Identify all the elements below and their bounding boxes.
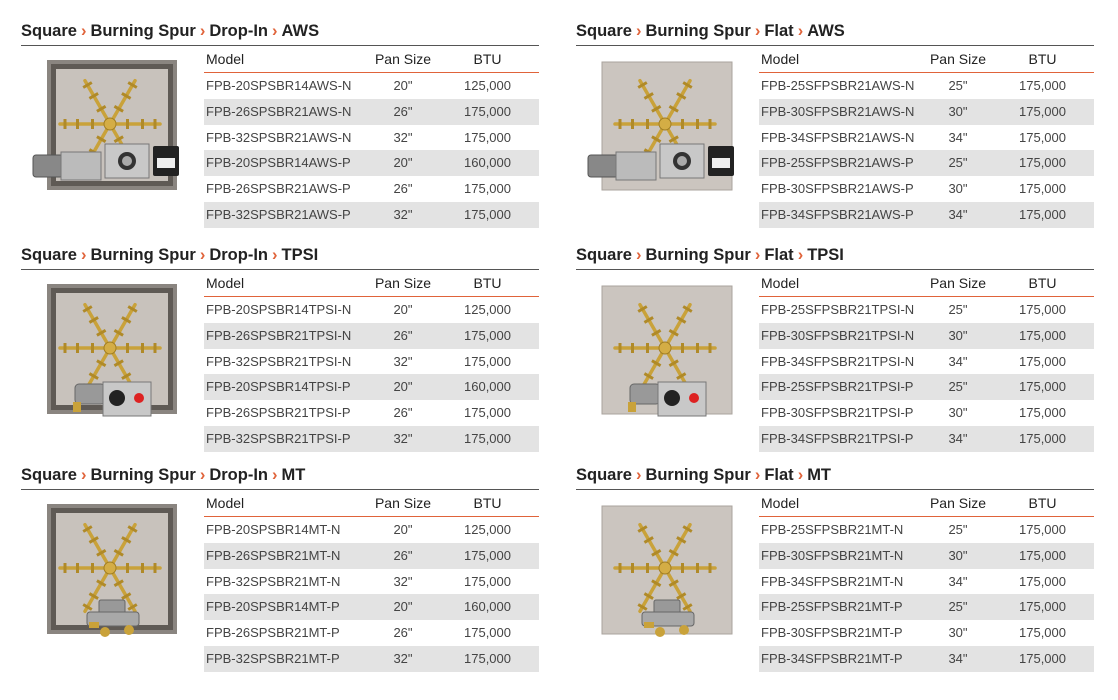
section-title: Square › Burning Spur › Flat › AWS (576, 22, 845, 40)
pan-size-cell: 32" (393, 430, 413, 446)
header-pan-size: Pan Size (374, 51, 432, 67)
table-row (759, 543, 1094, 569)
model-cell: FPB-34SFPSBR21MT-N (761, 573, 904, 589)
model-cell: FPB-34SFPSBR21AWS-N (761, 129, 915, 145)
table-row (759, 150, 1094, 176)
table-header (759, 490, 1094, 517)
model-cell: FPB-32SPSBR21MT-P (206, 650, 340, 666)
btu-cell: 175,000 (1019, 522, 1066, 537)
btu-cell: 160,000 (464, 599, 511, 615)
btu-cell: 160,000 (464, 155, 511, 171)
btu-cell: 175,000 (464, 129, 511, 145)
model-cell: FPB-32SPSBR21AWS-P (206, 206, 351, 222)
header-btu: BTU (1028, 495, 1057, 511)
table-row (204, 73, 539, 99)
model-cell: FPB-32SPSBR21MT-N (206, 573, 341, 589)
model-cell: FPB-25SFPSBR21AWS-N (761, 78, 915, 93)
btu-cell: 175,000 (1019, 430, 1066, 446)
pan-size-cell: 30" (948, 103, 968, 119)
header-model: Model (761, 51, 800, 67)
table-row (759, 374, 1094, 400)
model-cell: FPB-26SPSBR21MT-P (206, 625, 340, 641)
pan-size-cell: 34" (948, 129, 968, 145)
table-row (759, 646, 1094, 672)
section-flat-tpsi (576, 238, 1094, 448)
table-row (759, 202, 1094, 228)
table-row (759, 517, 1094, 543)
btu-cell: 175,000 (464, 430, 511, 446)
table-row (204, 400, 539, 426)
model-cell: FPB-25SFPSBR21MT-N (761, 522, 904, 537)
header-pan-size: Pan Size (929, 51, 987, 67)
spec-table (204, 46, 539, 228)
btu-cell: 175,000 (464, 625, 511, 641)
btu-cell: 175,000 (1019, 405, 1066, 421)
btu-cell: 175,000 (464, 103, 511, 119)
btu-cell: 175,000 (1019, 78, 1066, 93)
table-row (204, 517, 539, 543)
table-row (759, 176, 1094, 202)
table-row (759, 400, 1094, 426)
btu-cell: 175,000 (1019, 129, 1066, 145)
header-btu: BTU (473, 51, 502, 67)
pan-size-cell: 34" (948, 206, 968, 222)
table-row (759, 99, 1094, 125)
model-cell: FPB-26SPSBR21TPSI-P (206, 405, 351, 421)
header-pan-size: Pan Size (929, 495, 987, 511)
btu-cell: 175,000 (464, 353, 511, 369)
header-btu: BTU (1028, 51, 1057, 67)
pan-size-cell: 26" (393, 327, 413, 343)
btu-cell: 175,000 (1019, 573, 1066, 589)
btu-cell: 175,000 (1019, 547, 1066, 563)
burner-kit-mt-flat-icon (602, 504, 732, 636)
section-title: Square › Burning Spur › Flat › MT (576, 466, 832, 484)
header-btu: BTU (1028, 275, 1057, 291)
section-flat-aws (576, 14, 1094, 224)
table-row (759, 125, 1094, 151)
section-flat-mt (576, 458, 1094, 668)
header-model: Model (206, 495, 245, 511)
pan-size-cell: 25" (948, 302, 968, 317)
spec-table (204, 490, 539, 672)
model-cell: FPB-30SFPSBR21AWS-N (761, 103, 915, 119)
pan-size-cell: 25" (948, 379, 968, 395)
model-cell: FPB-32SPSBR21TPSI-P (206, 430, 351, 446)
btu-cell: 160,000 (464, 379, 511, 395)
model-cell: FPB-34SFPSBR21AWS-P (761, 206, 914, 222)
table-row (204, 125, 539, 151)
table-row (204, 543, 539, 569)
pan-size-cell: 20" (393, 302, 413, 317)
btu-cell: 175,000 (1019, 302, 1066, 317)
burner-kit-mt-dropin-icon (47, 504, 177, 636)
spec-table (204, 270, 539, 452)
model-cell: FPB-32SPSBR21AWS-N (206, 129, 352, 145)
table-header (759, 46, 1094, 73)
pan-size-cell: 26" (393, 181, 413, 197)
model-cell: FPB-30SFPSBR21TPSI-P (761, 405, 914, 421)
model-cell: FPB-20SPSBR14AWS-P (206, 155, 351, 171)
model-cell: FPB-20SPSBR14AWS-N (206, 78, 352, 93)
model-cell: FPB-26SPSBR21AWS-N (206, 103, 352, 119)
spec-table (759, 270, 1094, 452)
pan-size-cell: 34" (948, 573, 968, 589)
model-cell: FPB-34SFPSBR21MT-P (761, 650, 903, 666)
btu-cell: 175,000 (1019, 181, 1066, 197)
btu-cell: 175,000 (1019, 327, 1066, 343)
model-cell: FPB-34SFPSBR21TPSI-P (761, 430, 914, 446)
pan-size-cell: 32" (393, 353, 413, 369)
pan-size-cell: 25" (948, 78, 968, 93)
table-row (759, 426, 1094, 452)
btu-cell: 175,000 (1019, 103, 1066, 119)
table-row (204, 594, 539, 620)
pan-size-cell: 20" (393, 78, 413, 93)
model-cell: FPB-25SFPSBR21TPSI-N (761, 302, 915, 317)
pan-size-cell: 32" (393, 573, 413, 589)
table-row (204, 426, 539, 452)
pan-size-cell: 20" (393, 379, 413, 395)
section-title: Square › Burning Spur › Drop-In › TPSI (21, 246, 319, 264)
pan-size-cell: 26" (393, 625, 413, 641)
burner-kit-tpsi-flat-icon (602, 284, 732, 416)
table-row (759, 323, 1094, 349)
table-header (759, 270, 1094, 297)
btu-cell: 175,000 (464, 206, 511, 222)
spec-table (759, 46, 1094, 228)
burner-kit-tpsi-dropin-icon (47, 284, 177, 416)
table-header (204, 490, 539, 517)
table-row (204, 620, 539, 646)
model-cell: FPB-25SFPSBR21AWS-P (761, 155, 914, 171)
section-dropin-mt (21, 458, 539, 668)
pan-size-cell: 25" (948, 155, 968, 171)
pan-size-cell: 32" (393, 206, 413, 222)
btu-cell: 175,000 (1019, 625, 1066, 641)
table-row (759, 594, 1094, 620)
btu-cell: 175,000 (464, 181, 511, 197)
btu-cell: 175,000 (1019, 353, 1066, 369)
pan-size-cell: 30" (948, 547, 968, 563)
model-cell: FPB-26SPSBR21TPSI-N (206, 327, 352, 343)
pan-size-cell: 26" (393, 103, 413, 119)
section-title: Square › Burning Spur › Drop-In › MT (21, 466, 306, 484)
pan-size-cell: 30" (948, 327, 968, 343)
model-cell: FPB-32SPSBR21TPSI-N (206, 353, 352, 369)
header-btu: BTU (473, 495, 502, 511)
btu-cell: 175,000 (1019, 206, 1066, 222)
model-cell: FPB-20SPSBR14MT-N (206, 522, 341, 537)
model-cell: FPB-30SFPSBR21MT-N (761, 547, 904, 563)
btu-cell: 125,000 (464, 78, 511, 93)
table-header (204, 270, 539, 297)
header-model: Model (206, 275, 245, 291)
table-row (204, 202, 539, 228)
table-row (204, 176, 539, 202)
btu-cell: 175,000 (1019, 650, 1066, 666)
pan-size-cell: 32" (393, 650, 413, 666)
section-dropin-aws (21, 14, 539, 224)
model-cell: FPB-30SFPSBR21TPSI-N (761, 327, 915, 343)
btu-cell: 125,000 (464, 302, 511, 317)
table-header (204, 46, 539, 73)
pan-size-cell: 26" (393, 547, 413, 563)
table-row (204, 569, 539, 595)
pan-size-cell: 30" (948, 405, 968, 421)
model-cell: FPB-30SFPSBR21AWS-P (761, 181, 914, 197)
pan-size-cell: 32" (393, 129, 413, 145)
spec-table (759, 490, 1094, 672)
model-cell: FPB-20SPSBR14MT-P (206, 599, 340, 615)
btu-cell: 175,000 (1019, 599, 1066, 615)
model-cell: FPB-26SPSBR21AWS-P (206, 181, 351, 197)
table-row (204, 150, 539, 176)
btu-cell: 175,000 (464, 327, 511, 343)
header-model: Model (761, 275, 800, 291)
header-btu: BTU (473, 275, 502, 291)
table-row (759, 569, 1094, 595)
btu-cell: 125,000 (464, 522, 511, 537)
btu-cell: 175,000 (464, 405, 511, 421)
table-row (204, 349, 539, 375)
table-row (759, 620, 1094, 646)
pan-size-cell: 34" (948, 430, 968, 446)
btu-cell: 175,000 (464, 650, 511, 666)
table-row (204, 374, 539, 400)
model-cell: FPB-25SFPSBR21MT-P (761, 599, 903, 615)
pan-size-cell: 34" (948, 353, 968, 369)
pan-size-cell: 26" (393, 405, 413, 421)
header-pan-size: Pan Size (374, 275, 432, 291)
pan-size-cell: 34" (948, 650, 968, 666)
btu-cell: 175,000 (464, 547, 511, 563)
model-cell: FPB-26SPSBR21MT-N (206, 547, 341, 563)
table-row (204, 323, 539, 349)
btu-cell: 175,000 (1019, 379, 1066, 395)
section-title: Square › Burning Spur › Drop-In › AWS (21, 22, 320, 40)
pan-size-cell: 25" (948, 522, 968, 537)
table-row (759, 349, 1094, 375)
header-pan-size: Pan Size (929, 275, 987, 291)
table-row (759, 73, 1094, 99)
pan-size-cell: 30" (948, 181, 968, 197)
model-cell: FPB-20SPSBR14TPSI-N (206, 302, 352, 317)
model-cell: FPB-30SFPSBR21MT-P (761, 625, 903, 641)
section-dropin-tpsi (21, 238, 539, 448)
header-model: Model (206, 51, 245, 67)
section-title: Square › Burning Spur › Flat › TPSI (576, 246, 844, 264)
model-cell: FPB-20SPSBR14TPSI-P (206, 379, 351, 395)
burner-kit-aws-flat-icon (602, 60, 732, 192)
btu-cell: 175,000 (464, 573, 511, 589)
pan-size-cell: 25" (948, 599, 968, 615)
model-cell: FPB-25SFPSBR21TPSI-P (761, 379, 914, 395)
pan-size-cell: 20" (393, 522, 413, 537)
model-cell: FPB-34SFPSBR21TPSI-N (761, 353, 915, 369)
pan-size-cell: 20" (393, 599, 413, 615)
pan-size-cell: 30" (948, 625, 968, 641)
table-row (204, 646, 539, 672)
burner-kit-aws-dropin-icon (47, 60, 177, 192)
table-row (204, 99, 539, 125)
table-row (204, 297, 539, 323)
pan-size-cell: 20" (393, 155, 413, 171)
header-pan-size: Pan Size (374, 495, 432, 511)
table-row (759, 297, 1094, 323)
btu-cell: 175,000 (1019, 155, 1066, 171)
header-model: Model (761, 495, 800, 511)
